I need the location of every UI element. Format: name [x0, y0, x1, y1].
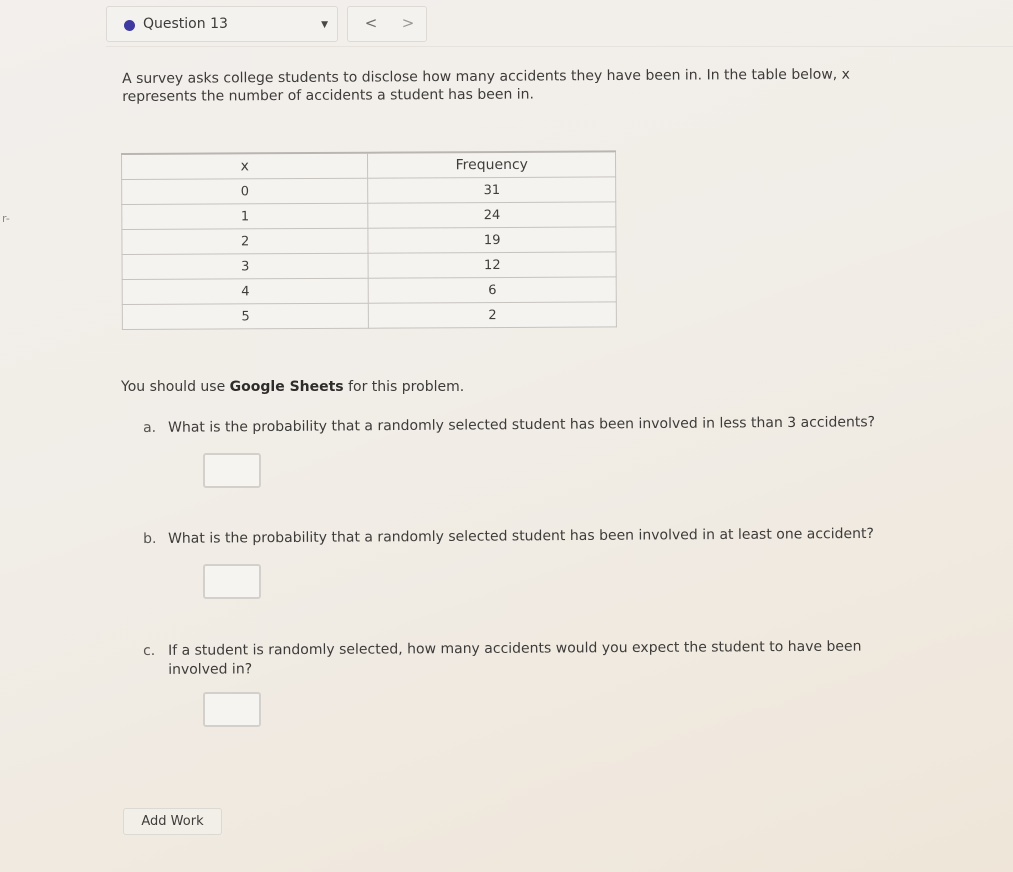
question-text-continued: involved in?	[168, 661, 253, 678]
question-text: If a student is randomly selected, how many accidents would you expect the student to have been	[168, 638, 862, 659]
question-label: Question 13	[143, 16, 228, 32]
instruction-text	[121, 379, 464, 395]
answer-input-b[interactable]	[203, 564, 261, 599]
edge-mark: r-	[2, 212, 10, 225]
chevron-down-icon[interactable]: ▼	[321, 20, 328, 30]
cell-x: 5	[122, 303, 369, 329]
question-letter: c.	[143, 642, 156, 659]
answer-input-c[interactable]	[203, 692, 261, 727]
cell-frequency: 2	[369, 302, 617, 328]
previous-question-button[interactable]: <	[364, 14, 378, 32]
cell-frequency: 12	[368, 252, 616, 278]
table-row	[122, 202, 616, 230]
instruction-tool-name: Google Sheets	[229, 379, 344, 395]
question-status-dot	[124, 20, 135, 31]
question-c	[143, 637, 923, 680]
cell-frequency: 31	[368, 177, 616, 203]
frequency-table	[121, 150, 617, 330]
column-header-frequency: Frequency	[368, 151, 616, 178]
cell-frequency: 24	[368, 202, 616, 228]
table-row	[122, 177, 616, 205]
table-row	[122, 227, 616, 255]
cell-frequency: 6	[369, 277, 617, 303]
question-text: What is the probability that a randomly selected student has been involved in less than 3 accidents?	[168, 414, 876, 436]
cell-x: 3	[122, 253, 369, 279]
cell-x: 4	[122, 278, 369, 304]
table-header-row	[122, 151, 616, 179]
table-row	[122, 302, 616, 330]
problem-intro: A survey asks college students to disclose how many accidents they have been in. In the table below, x represents the number of accidents a student has been in.	[122, 66, 850, 105]
column-header-x: x	[122, 153, 369, 180]
question-b	[143, 525, 923, 549]
instruction-suffix: for this problem.	[343, 379, 465, 395]
instruction-prefix: You should use	[121, 379, 230, 395]
next-question-button[interactable]: >	[401, 14, 415, 32]
table-row	[122, 277, 616, 305]
cell-x: 0	[122, 178, 369, 204]
question-letter: a.	[143, 419, 157, 436]
question-letter: b.	[143, 530, 157, 547]
cell-frequency: 19	[368, 227, 616, 253]
table-row	[122, 252, 616, 280]
answer-input-a[interactable]	[203, 453, 261, 488]
question-text: What is the probability that a randomly selected student has been involved in at least one accident?	[168, 525, 874, 547]
add-work-button[interactable]: Add Work	[123, 808, 222, 835]
question-nav	[347, 6, 427, 42]
header-divider	[106, 46, 1013, 47]
cell-x: 2	[122, 228, 369, 254]
cell-x: 1	[122, 203, 369, 229]
question-a	[143, 413, 923, 438]
question-selector[interactable]	[106, 6, 338, 42]
